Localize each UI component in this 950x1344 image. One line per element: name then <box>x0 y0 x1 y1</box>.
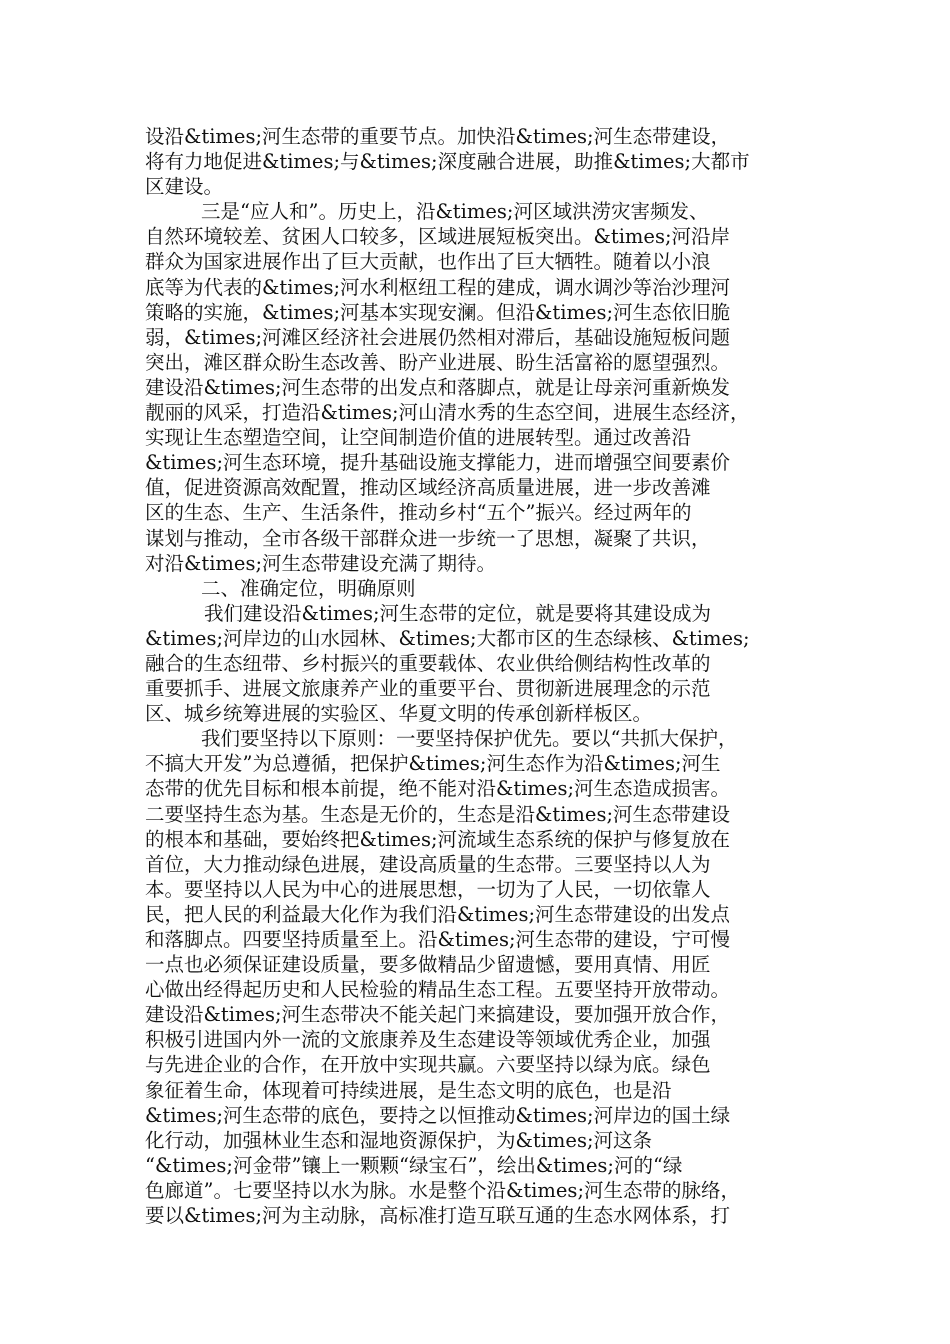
text-line: 重要抓手、进展文旅康养产业的重要平台、贯彻新进展理念的示范 <box>145 677 711 701</box>
text-line: 化行动，加强林业生态和湿地资源保护，为&times;河这条 <box>145 1128 653 1152</box>
text-line: 弱，&times;河滩区经济社会进展仍然相对滞后，基础设施短板问题 <box>145 325 731 349</box>
text-line: &times;河生态环境，提升基础设施支撑能力，进而增强空间要素价 <box>145 451 731 475</box>
text-line: 的根本和基础，要始终把&times;河流域生态系统的保护与修复放在 <box>145 827 731 851</box>
text-line: 不搞大开发”为总遵循，把保护&times;河生态作为沿&times;河生 <box>145 752 721 776</box>
text-line: 区的生态、生产、生活条件，推动乡村“五个”振兴。经过两年的 <box>145 501 692 525</box>
paragraph <box>145 726 835 1228</box>
text-line: 我们建设沿&times;河生态带的定位，就是要将其建设成为 <box>204 601 712 625</box>
text-line: 色廊道”。七要坚持以水为脉。水是整个沿&times;河生态带的脉络， <box>145 1178 741 1202</box>
paragraph <box>145 199 835 575</box>
text-line: 突出，滩区群众盼生态改善、盼产业进展、盼生活富裕的愿望强烈。 <box>145 350 731 374</box>
text-line: 积极引进国内外一流的文旅康养及生态建设等领域优秀企业，加强 <box>145 1028 711 1052</box>
text-line: 本。要坚持以人民为中心的进展思想，一切为了人民，一切依靠人 <box>145 877 711 901</box>
text-line: 策略的实施，&times;河基本实现安澜。但沿&times;河生态依旧脆 <box>145 300 731 324</box>
text-line: 靓丽的风采，打造沿&times;河山清水秀的生态空间，进展生态经济， <box>145 401 750 425</box>
text-line: 态带的优先目标和根本前提，绝不能对沿&times;河生态造成损害。 <box>145 777 731 801</box>
text-line: 和落脚点。四要坚持质量至上。沿&times;河生态带的建设，宁可慢 <box>145 928 731 951</box>
paragraph <box>145 601 835 726</box>
text-line: 首位，大力推动绿色进展，建设高质量的生态带。三要坚持以人为 <box>145 852 711 876</box>
text-line: 区、城乡统筹进展的实验区、华夏文明的传承创新样板区。 <box>145 702 653 726</box>
text-line: 设沿&times;河生态带的重要节点。加快沿&times;河生态带建设， <box>145 125 731 148</box>
document-body <box>145 124 835 1228</box>
text-line: 谋划与推动，全市各级干部群众进一步统一了思想，凝聚了共识， <box>145 526 711 550</box>
text-line: 建设沿&times;河生态带决不能关起门来搞建设，要加强开放合作， <box>145 1003 731 1027</box>
text-line: “&times;河金带”镶上一颗颗“绿宝石”，绘出&times;河的“绿 <box>145 1153 683 1177</box>
text-line: 象征着生命，体现着可持续进展，是生态文明的底色，也是沿 <box>145 1078 672 1102</box>
text-line: 与先进企业的合作，在开放中实现共赢。六要坚持以绿为底。绿色 <box>145 1053 711 1077</box>
text-line: 对沿&times;河生态带建设充满了期待。 <box>145 551 497 575</box>
text-line: 心做出经得起历史和人民检验的精品生态工程。五要坚持开放带动。 <box>145 978 731 1002</box>
text-line: 区建设。 <box>145 175 224 199</box>
text-line: 将有力地促进&times;与&times;深度融合进展，助推&times;大都市 <box>145 150 750 174</box>
text-line: &times;河岸边的山水园林、&times;大都市区的生态绿核、&times; <box>145 626 750 650</box>
text-line: 二要坚持生态为基。生态是无价的，生态是沿&times;河生态带建设 <box>145 802 731 826</box>
text-line: 值，促进资源高效配置，推动区域经济高质量进展，进一步改善滩 <box>145 476 711 500</box>
heading-text: 二、准确定位，明确原则 <box>201 576 416 600</box>
text-line: 三是“应人和”。历史上，沿&times;河区域洪涝灾害频发、 <box>201 200 709 224</box>
section-heading <box>145 576 835 601</box>
text-line: 民，把人民的利益最大化作为我们沿&times;河生态带建设的出发点 <box>145 902 731 926</box>
text-line: 建设沿&times;河生态带的出发点和落脚点，就是让母亲河重新焕发 <box>145 375 731 399</box>
text-line: 要以&times;河为主动脉，高标准打造互联互通的生态水网体系，打 <box>145 1204 731 1228</box>
text-line: 底等为代表的&times;河水利枢纽工程的建成，调水调沙等治沙理河 <box>145 275 731 299</box>
text-line: 实现让生态塑造空间，让空间制造价值的进展转型。通过改善沿 <box>145 426 692 450</box>
text-line: 融合的生态纽带、乡村振兴的重要载体、农业供给侧结构性改革的 <box>145 651 711 675</box>
text-line: &times;河生态带的底色，要持之以恒推动&times;河岸边的国土绿 <box>145 1103 731 1127</box>
text-line: 一点也必须保证建设质量，要多做精品少留遗憾，要用真情、用匠 <box>145 953 711 977</box>
text-line: 自然环境较差、贫困人口较多，区域进展短板突出。&times;河沿岸 <box>145 225 731 249</box>
text-line: 我们要坚持以下原则：一要坚持保护优先。要以“共抓大保护， <box>201 727 738 751</box>
text-line: 群众为国家进展作出了巨大贡献，也作出了巨大牺牲。随着以小浪 <box>145 250 711 274</box>
paragraph <box>145 124 835 199</box>
